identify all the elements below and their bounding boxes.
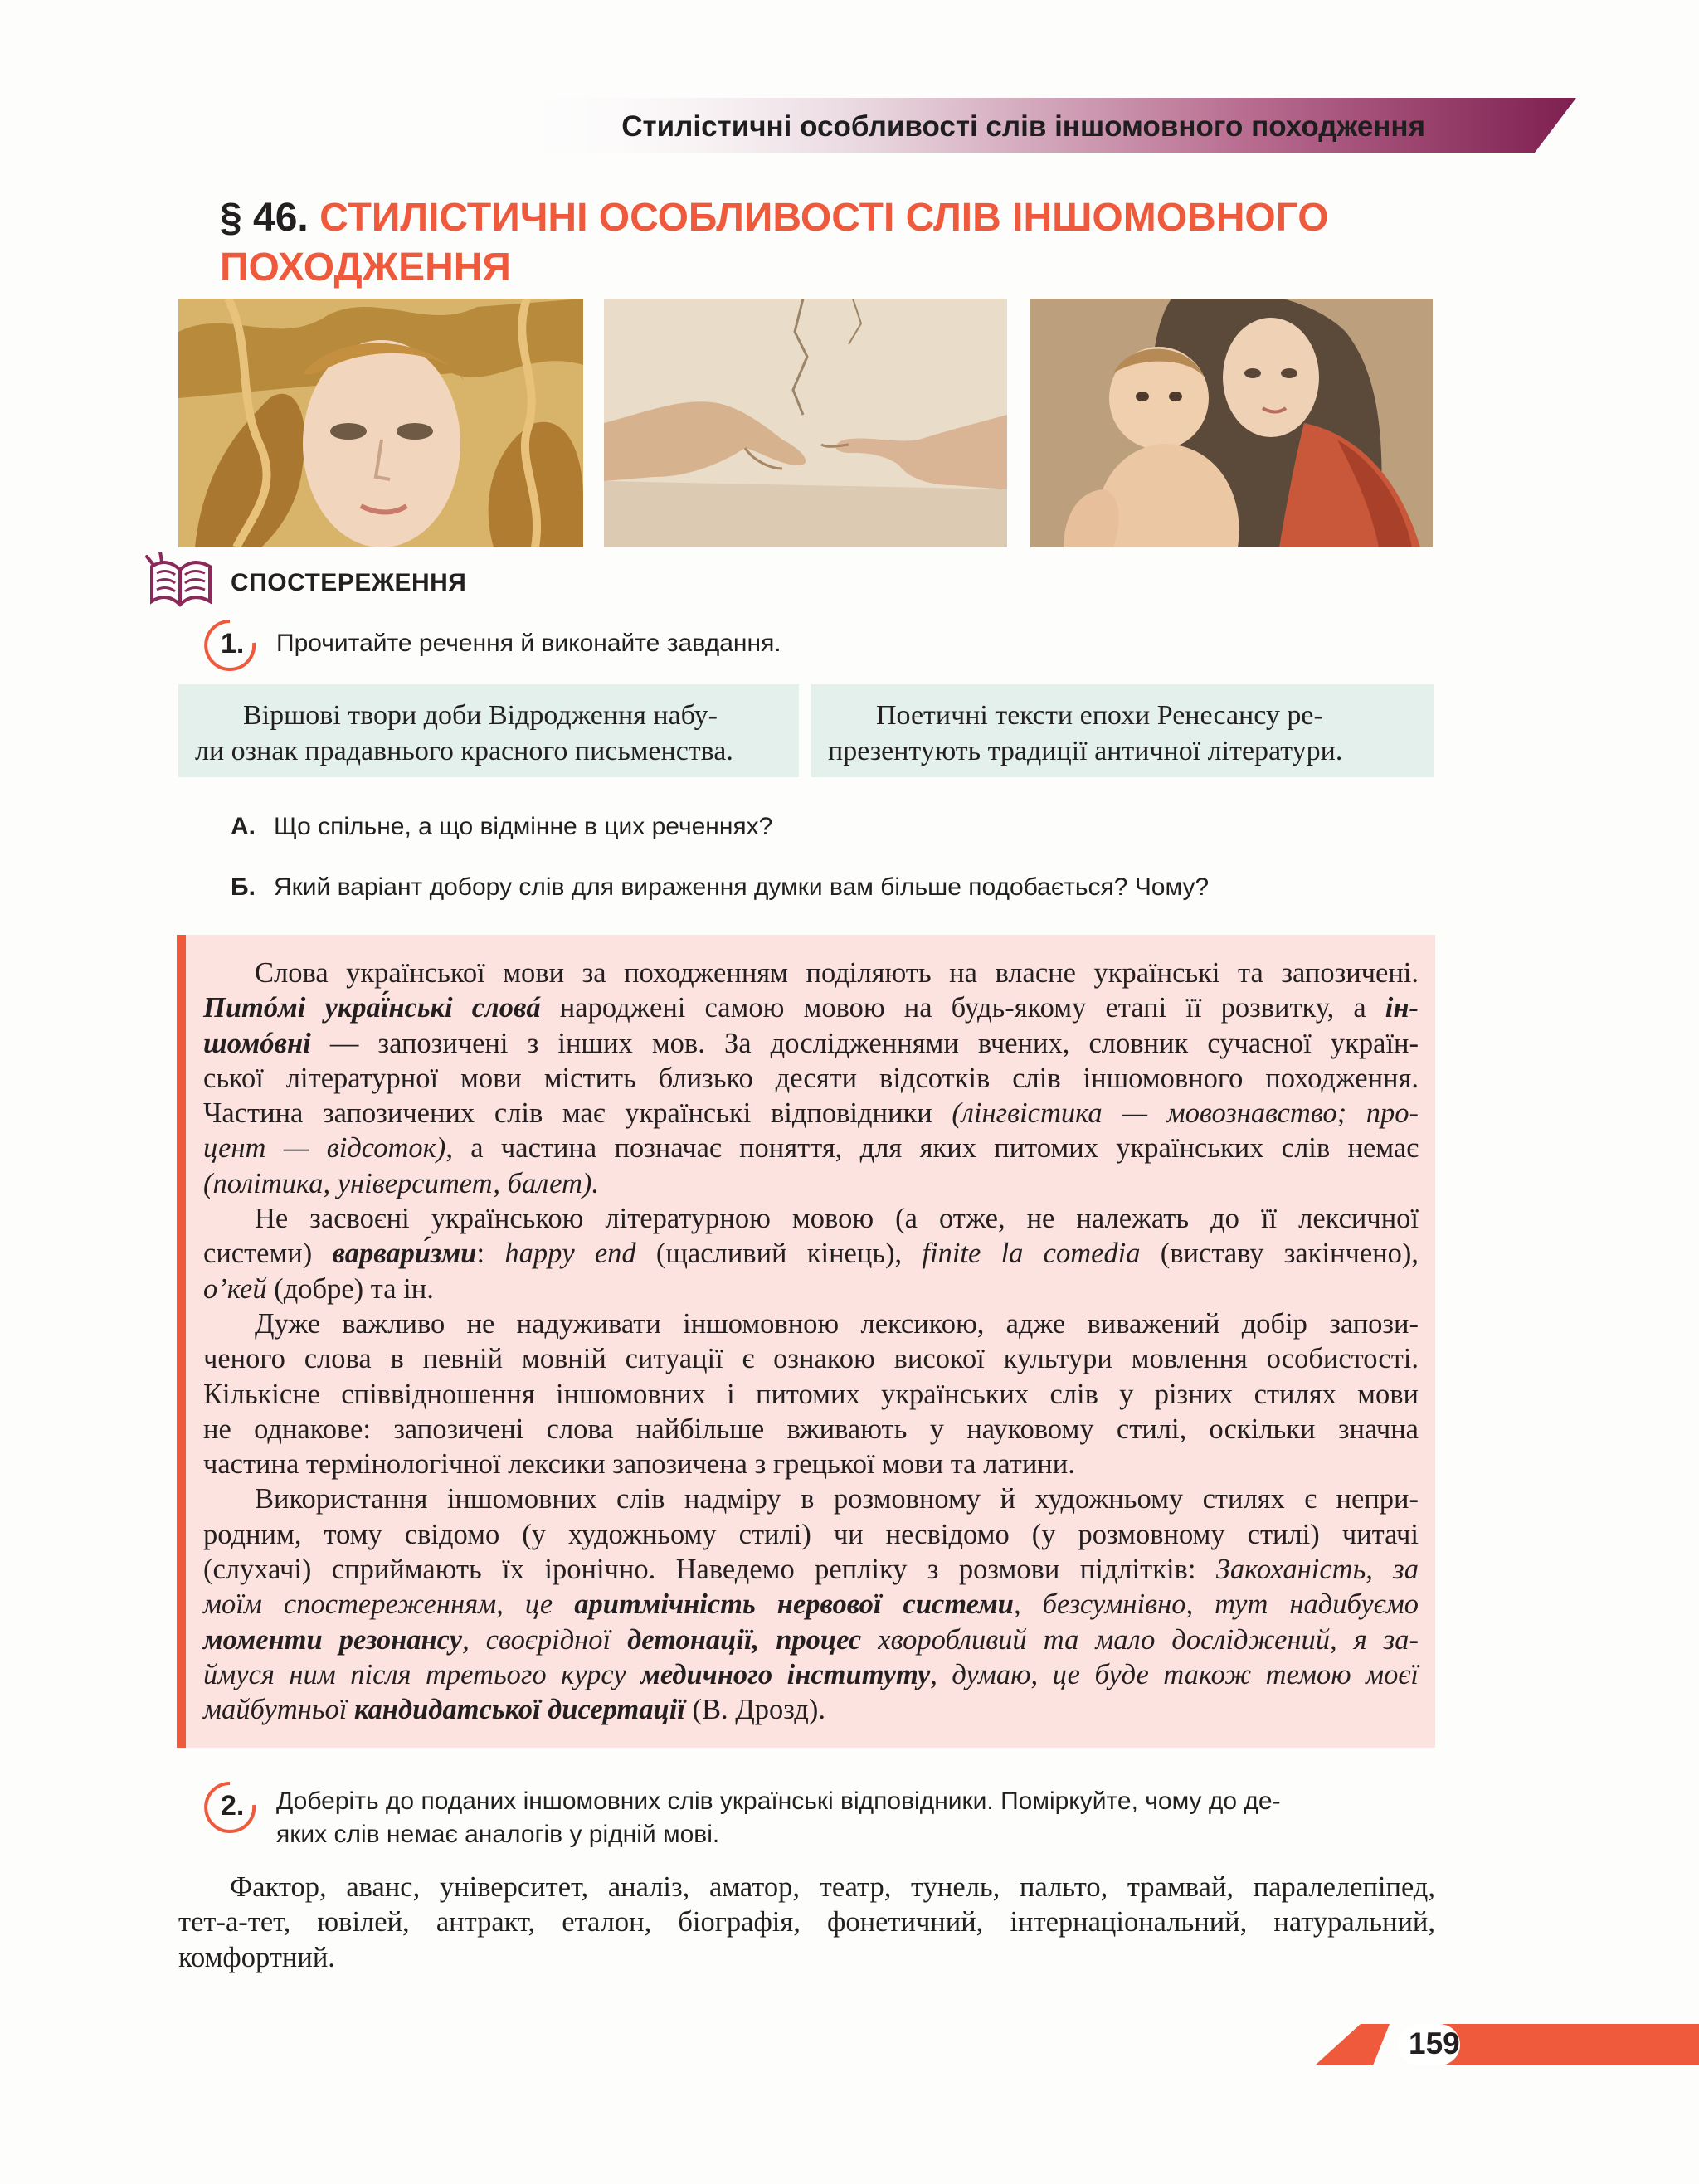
theory-example: (політика, університет, балет). (203, 1167, 600, 1199)
theory-line: Не засвоєні українською літературною мовою (а отже, не належать до її лексичної (255, 1203, 1419, 1235)
term-foreign: шомóвні (203, 1027, 311, 1059)
theory-line: Слова української мови за походженням поділяють на власне українські та запозичені. (255, 957, 1419, 989)
theory-line: родним, тому свідомо (у художньому стилі) чи несвідомо (у розмовному стилі) читачі (203, 1518, 1419, 1550)
theory-quote: моїм спостереженням, це (203, 1588, 575, 1621)
task-2-number: 2. (221, 1790, 245, 1822)
task-2-number-badge (202, 1780, 257, 1835)
theory-example: happy end (504, 1238, 636, 1270)
theory-line (203, 1236, 1419, 1271)
question-b-label: Б. (231, 873, 256, 901)
term-native-words: Питóмі украї́нські словá (203, 992, 541, 1024)
theory-quote: , думаю, це буде також темою моєї (930, 1658, 1419, 1690)
theory-fragment: , а частина позначає поняття, для яких питомих українських слів немає (445, 1132, 1419, 1165)
theory-quote: ймуся ним після третього курсу (203, 1658, 641, 1690)
word-list-line-1: Фактор, аванс, університет, аналіз, аматор, театр, тунель, пальто, трамвай, паралелепіпед, (230, 1871, 1435, 1903)
theory-line (203, 1131, 1419, 1165)
theory-line: Використання іншомовних слів надміру в розмовному й художньому стилях є непри- (255, 1483, 1419, 1515)
question-a (231, 813, 772, 841)
theory-fragment: народжені самою мовою на будь-якому етапі її розвитку, а (540, 992, 1385, 1024)
section-title-line1: СТИЛІСТИЧНІ ОСОБЛИВОСТІ СЛІВ ІНШОМОВНОГО (319, 196, 1329, 240)
theory-example: о’кей (203, 1272, 267, 1305)
theory-fragment: (добре) та ін. (266, 1272, 434, 1305)
quote-2-line-1-text: Поетичні тексти епохи Ренесансу ре- (876, 700, 1323, 731)
theory-quote-term: медичного інституту (640, 1658, 931, 1690)
term-barbarisms: варвари́зми (332, 1238, 477, 1270)
theory-line (203, 1272, 1419, 1306)
theory-line (203, 990, 1419, 1025)
question-a-label: А. (231, 813, 256, 840)
theory-quote-term: кандидатської дисертації (353, 1694, 685, 1726)
theory-line (203, 1166, 1419, 1201)
task-1-number: 1. (221, 628, 245, 659)
theory-fragment: (виставу закінчено), (1140, 1238, 1419, 1270)
theory-line: ської літературної мови містить близько десяти відсотків слів іншомовного походження. (203, 1062, 1419, 1094)
page-number-tab (1315, 2024, 1699, 2070)
quote-1-line-1-text: Віршові твори доби Відродження набу- (243, 700, 718, 731)
open-book-icon (145, 552, 216, 614)
task-2-text (276, 1785, 1434, 1851)
running-header-title: Стилістичні особливості слів іншомовного походження (621, 110, 1425, 143)
theory-line (203, 1692, 1419, 1727)
task-2-line-2: яких слів немає аналогів у рідній мові. (276, 1821, 720, 1848)
quote-1-line-1 (195, 698, 782, 733)
theory-fragment: (щасливий кінець), (635, 1238, 923, 1270)
theory-quote: , своєрідної (462, 1623, 628, 1656)
theory-fragment: : (476, 1238, 505, 1270)
word-list-line-2: тет-а-тет, ювілей, антракт, еталон, біографія, фонетичний, інтернаціональний, натуральний, (178, 1906, 1435, 1938)
theory-fragment: Частина запозичених слів має українські відповідники (203, 1097, 952, 1130)
theory-line (203, 1552, 1419, 1587)
task-1-number-badge (202, 618, 257, 673)
word-list (178, 1870, 1435, 1975)
theory-quote-author: (В. Дрозд). (684, 1694, 825, 1726)
theory-quote-term: детонації, процес (627, 1623, 862, 1656)
section-title (220, 193, 1514, 293)
theory-line (203, 1657, 1419, 1692)
theory-line: Кількісне співвідношення іншомовних і питомих українських слів у різних стилях мови (203, 1378, 1419, 1410)
theory-fragment: (слухачі) сприймають їх іронічно. Наведемо репліку з розмови підлітків: (203, 1554, 1216, 1586)
creation-of-adam-hands-image (604, 299, 1007, 547)
theory-line (203, 1587, 1419, 1622)
theory-line: Дуже важливо не надуживати іншомовною лексикою, адже виважений добір запози- (255, 1307, 1419, 1340)
theory-line: не однакове: запозичені слова найбільше вживають у науковому стилі, оскільки значна (203, 1413, 1419, 1445)
quote-1-line-2: ли ознак прадавнього красного письменства. (195, 736, 733, 766)
theory-line (203, 1026, 1419, 1061)
theory-example: (лінгвістика — мовознавство; про- (952, 1097, 1419, 1130)
theory-line (203, 1622, 1419, 1657)
observation-heading: СПОСТЕРЕЖЕННЯ (231, 569, 467, 596)
theory-quote: хворобливий та мало досліджений, я за- (861, 1623, 1419, 1656)
section-number: § 46. (220, 196, 309, 240)
theory-quote-term: моменти резонансу (203, 1623, 463, 1656)
quote-box-1 (178, 684, 799, 777)
theory-fragment: системи) (203, 1238, 333, 1270)
theory-quote-term: аритмічність нервової системи (574, 1588, 1014, 1621)
theory-quote: Закоханість, за (1215, 1554, 1419, 1586)
question-a-text: Що спільне, а що відмінне в цих реченнях? (274, 813, 773, 840)
word-list-line-3: комфортний. (178, 1941, 335, 1973)
term-foreign-part: ін- (1385, 992, 1419, 1024)
sistine-madonna-image (1030, 299, 1433, 547)
section-title-line2: ПОХОДЖЕННЯ (220, 246, 511, 289)
question-b-text: Який варіант добору слів для вираження думки вам більше подобається? Чому? (274, 873, 1210, 901)
theory-text (203, 956, 1419, 1728)
quote-box-2 (811, 684, 1434, 777)
theory-line: ченого слова в певній мовній ситуації є ознакою високої культури мовлення особистості. (203, 1343, 1419, 1375)
task-2-line-1: Доберіть до поданих іншомовних слів українські відповідники. Поміркуйте, чому до де- (276, 1788, 1281, 1815)
quote-2-line-1 (828, 698, 1417, 733)
theory-example: цент — відсоток) (203, 1132, 446, 1165)
page-number: 159 (1409, 2026, 1460, 2060)
quote-2-line-2: презентують традиції античної літератури. (828, 736, 1343, 766)
theory-line (203, 1096, 1419, 1131)
task-1-text: Прочитайте речення й виконайте завдання. (276, 630, 781, 657)
theory-quote: , безсумнівно, тут надибуємо (1014, 1588, 1419, 1621)
theory-example: finite la comedia (922, 1238, 1141, 1270)
venus-portrait-image (178, 299, 583, 547)
theory-fragment: — запозичені з інших мов. За дослідженнями вчених, словник сучасної україн- (310, 1027, 1419, 1059)
question-b (231, 873, 1209, 902)
theory-quote: майбутньої (203, 1694, 354, 1726)
theory-line: частина термінологічної лексики запозичена з грецької мови та латини. (203, 1448, 1075, 1481)
